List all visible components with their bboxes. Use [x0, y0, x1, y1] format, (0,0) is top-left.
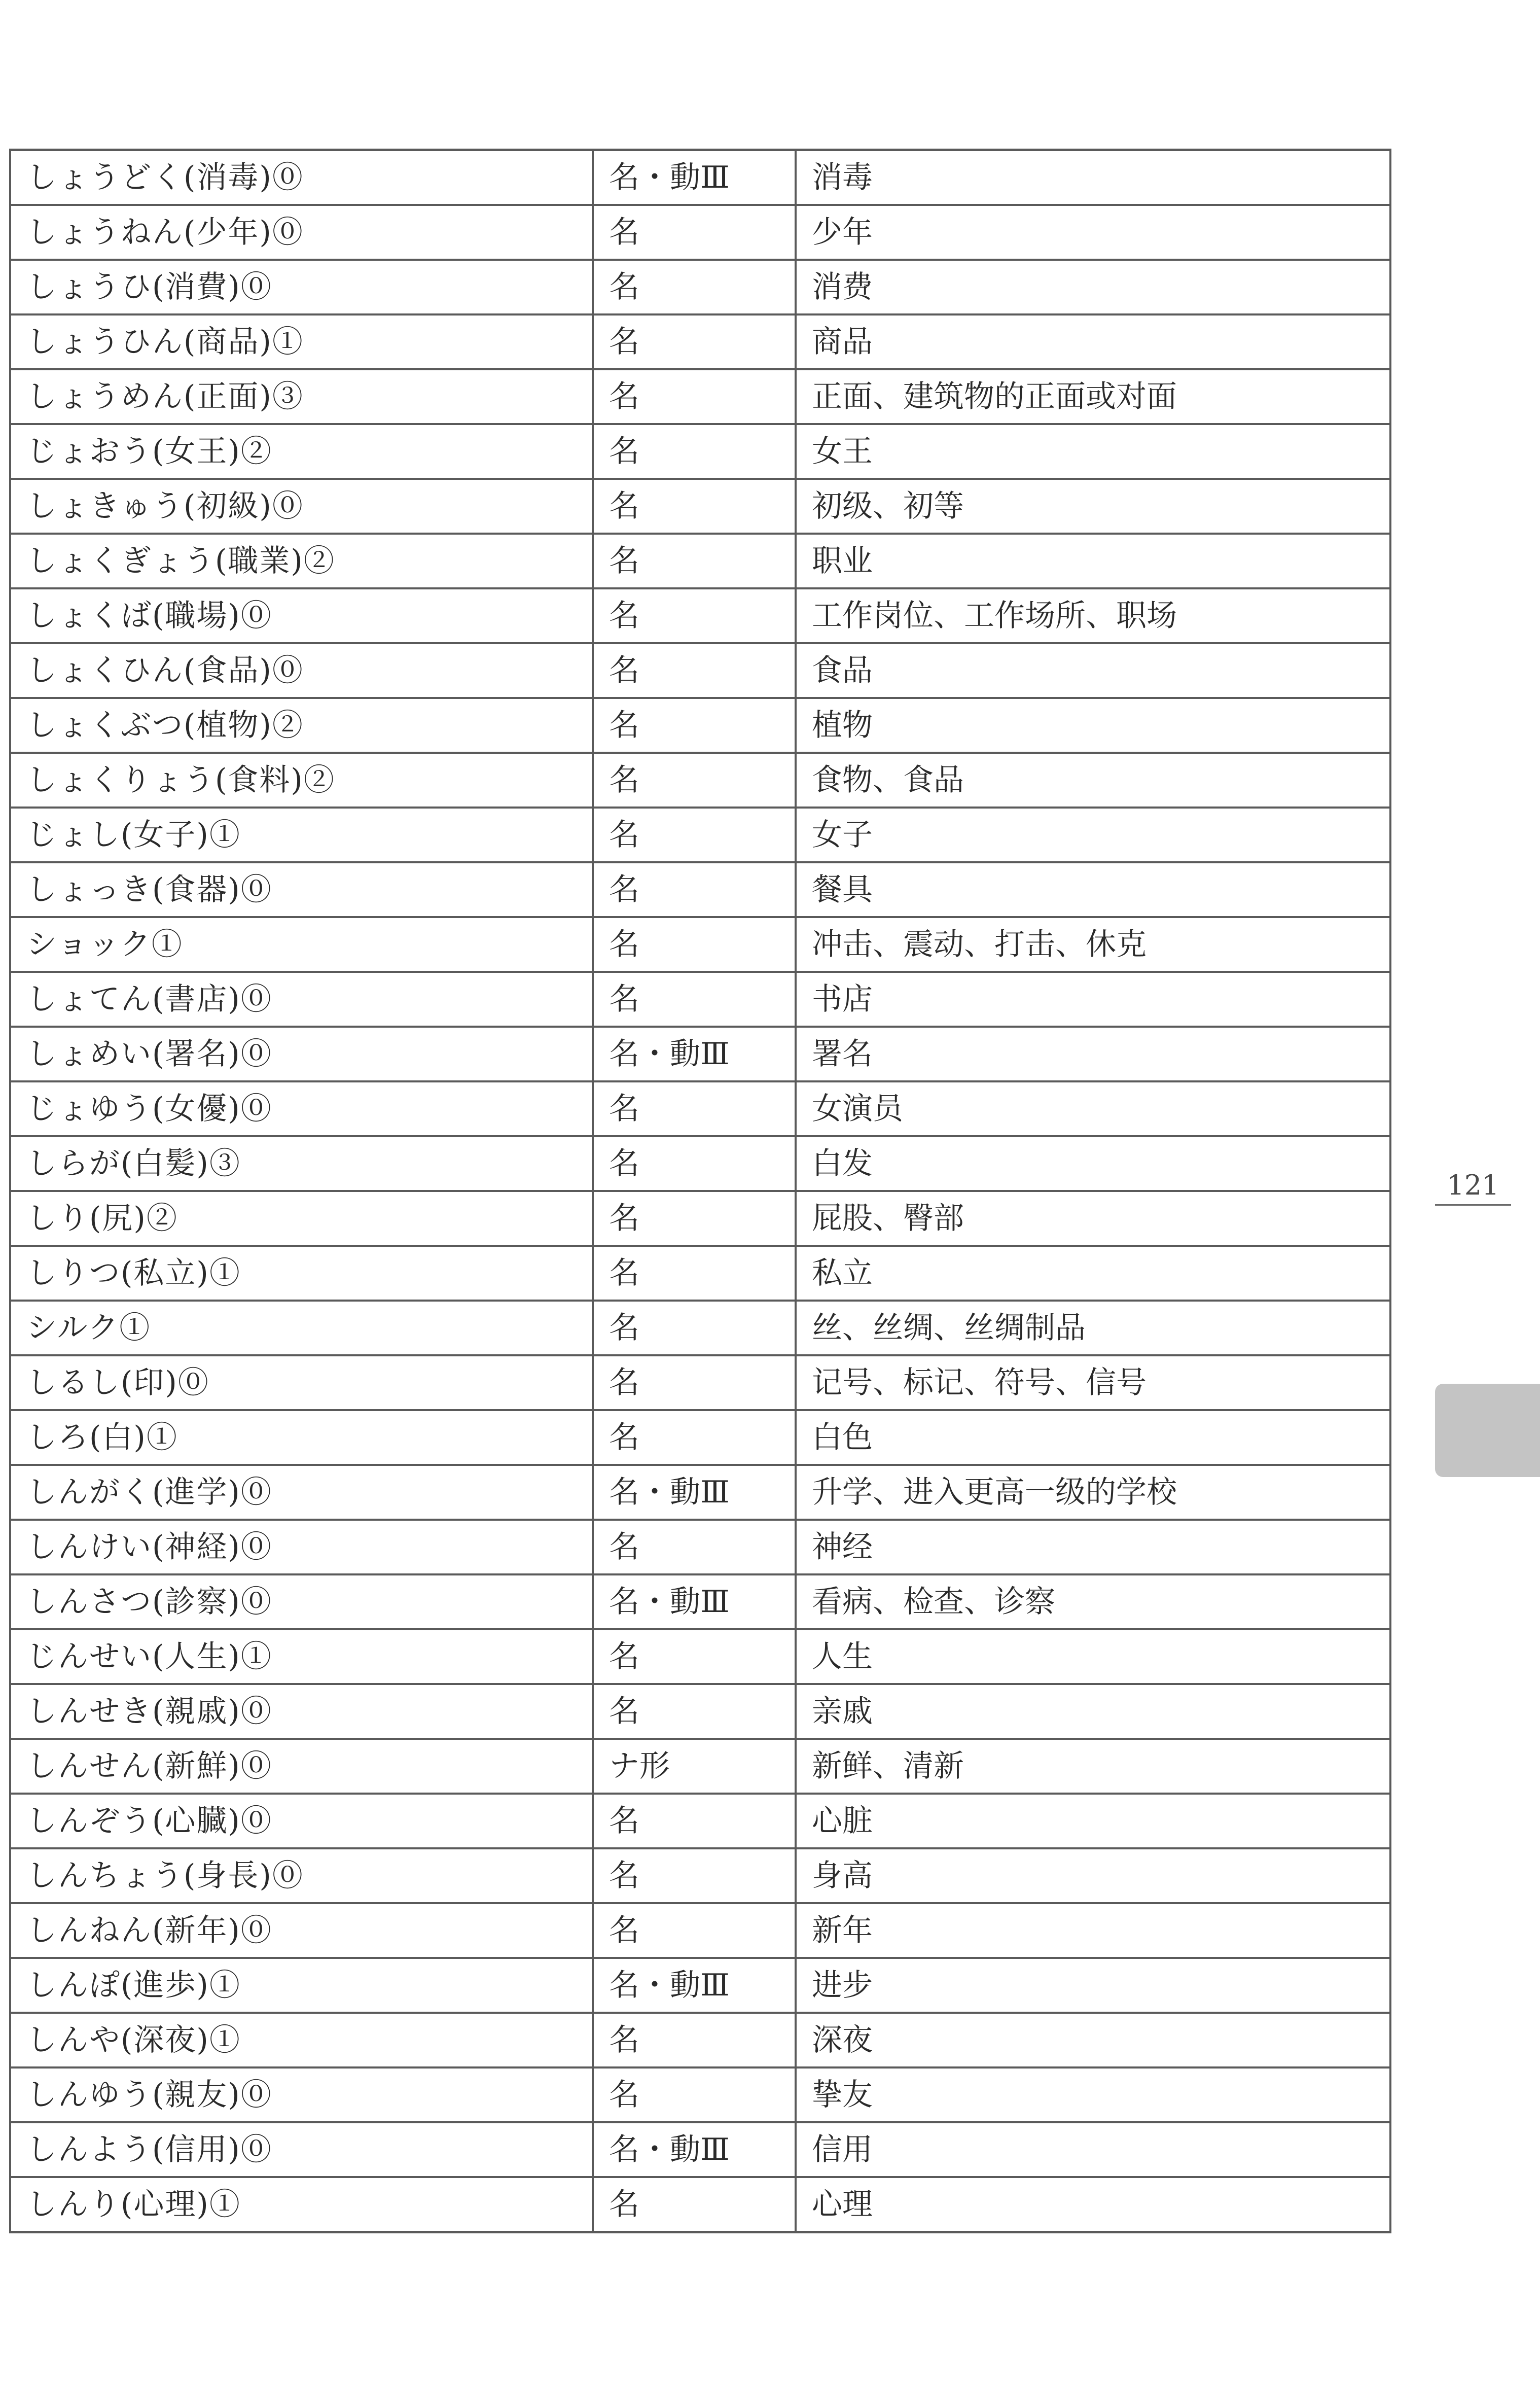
table-row	[10, 1410, 1390, 1465]
table-row	[10, 205, 1390, 260]
chinese-meaning: 亲戚	[796, 1684, 1390, 1739]
chinese-meaning: 署名	[796, 1027, 1390, 1081]
part-of-speech: 名	[593, 1136, 796, 1191]
chinese-meaning: 餐具	[796, 862, 1390, 917]
chinese-meaning: 神经	[796, 1520, 1390, 1574]
table-row	[10, 808, 1390, 862]
table-row	[10, 753, 1390, 808]
vocab-word: しんけい(神経)⓪	[10, 1520, 593, 1574]
vocab-word: しょうひ(消費)⓪	[10, 260, 593, 314]
table-row	[10, 2067, 1390, 2122]
table-row	[10, 1301, 1390, 1355]
table-row	[10, 862, 1390, 917]
chinese-meaning: 白发	[796, 1136, 1390, 1191]
chinese-meaning: 看病、检查、诊察	[796, 1574, 1390, 1629]
table-row	[10, 1191, 1390, 1246]
part-of-speech: 名	[593, 2067, 796, 2122]
vocabulary-table-body	[10, 150, 1390, 2232]
chinese-meaning: 消毒	[796, 150, 1390, 205]
vocab-word: しんせん(新鮮)⓪	[10, 1739, 593, 1794]
part-of-speech: 名	[593, 1081, 796, 1136]
part-of-speech: 名	[593, 2177, 796, 2232]
table-row	[10, 150, 1390, 205]
part-of-speech: 名	[593, 862, 796, 917]
table-row	[10, 1794, 1390, 1848]
part-of-speech: 名	[593, 1410, 796, 1465]
part-of-speech: 名	[593, 424, 796, 479]
table-row	[10, 1520, 1390, 1574]
table-row	[10, 1629, 1390, 1684]
chinese-meaning: 人生	[796, 1629, 1390, 1684]
table-row	[10, 1958, 1390, 2013]
table-row	[10, 1465, 1390, 1520]
vocab-word: しょくひん(食品)⓪	[10, 643, 593, 698]
vocab-word: しろ(白)①	[10, 1410, 593, 1465]
chinese-meaning: 植物	[796, 698, 1390, 753]
chinese-meaning: 正面、建筑物的正面或对面	[796, 369, 1390, 424]
table-row	[10, 2122, 1390, 2177]
table-row	[10, 1684, 1390, 1739]
part-of-speech: 名	[593, 1794, 796, 1848]
table-row	[10, 260, 1390, 314]
part-of-speech: 名	[593, 1246, 796, 1301]
vocab-word: しょうねん(少年)⓪	[10, 205, 593, 260]
section-thumb-tab	[1435, 1384, 1540, 1477]
table-row	[10, 1081, 1390, 1136]
part-of-speech: 名・動Ⅲ	[593, 1465, 796, 1520]
vocab-word: しんねん(新年)⓪	[10, 1903, 593, 1958]
part-of-speech: 名	[593, 205, 796, 260]
chinese-meaning: 白色	[796, 1410, 1390, 1465]
table-row	[10, 1027, 1390, 1081]
vocab-word: しょうどく(消毒)⓪	[10, 150, 593, 205]
table-row	[10, 1355, 1390, 1410]
part-of-speech: 名	[593, 808, 796, 862]
chinese-meaning: 书店	[796, 972, 1390, 1027]
vocab-word: しょくぶつ(植物)②	[10, 698, 593, 753]
part-of-speech: 名	[593, 588, 796, 643]
vocab-word: しょくぎょう(職業)②	[10, 534, 593, 588]
vocab-word: しり(尻)②	[10, 1191, 593, 1246]
part-of-speech: 名	[593, 1301, 796, 1355]
vocab-word: シルク①	[10, 1301, 593, 1355]
part-of-speech: 名・動Ⅲ	[593, 150, 796, 205]
part-of-speech: 名・動Ⅲ	[593, 1574, 796, 1629]
table-row	[10, 972, 1390, 1027]
chinese-meaning: 身高	[796, 1848, 1390, 1903]
chinese-meaning: 职业	[796, 534, 1390, 588]
table-row	[10, 698, 1390, 753]
table-row	[10, 1739, 1390, 1794]
chinese-meaning: 新鲜、清新	[796, 1739, 1390, 1794]
part-of-speech: 名	[593, 314, 796, 369]
part-of-speech: ナ形	[593, 1739, 796, 1794]
part-of-speech: 名	[593, 1848, 796, 1903]
table-row	[10, 2177, 1390, 2232]
part-of-speech: 名	[593, 1191, 796, 1246]
vocab-word: しょうめん(正面)③	[10, 369, 593, 424]
vocab-word: しんがく(進学)⓪	[10, 1465, 593, 1520]
chinese-meaning: 升学、进入更高一级的学校	[796, 1465, 1390, 1520]
chinese-meaning: 新年	[796, 1903, 1390, 1958]
part-of-speech: 名	[593, 972, 796, 1027]
vocab-word: しょてん(書店)⓪	[10, 972, 593, 1027]
chinese-meaning: 食物、食品	[796, 753, 1390, 808]
vocab-word: しょくりょう(食料)②	[10, 753, 593, 808]
part-of-speech: 名・動Ⅲ	[593, 1958, 796, 2013]
chinese-meaning: 少年	[796, 205, 1390, 260]
chinese-meaning: 食品	[796, 643, 1390, 698]
page-number: 121	[1435, 1169, 1511, 1206]
table-row	[10, 314, 1390, 369]
chinese-meaning: 工作岗位、工作场所、职场	[796, 588, 1390, 643]
chinese-meaning: 女演员	[796, 1081, 1390, 1136]
part-of-speech: 名	[593, 753, 796, 808]
vocab-word: じょし(女子)①	[10, 808, 593, 862]
chinese-meaning: 深夜	[796, 2013, 1390, 2067]
chinese-meaning: 进步	[796, 1958, 1390, 2013]
vocab-word: しょくば(職場)⓪	[10, 588, 593, 643]
part-of-speech: 名・動Ⅲ	[593, 1027, 796, 1081]
chinese-meaning: 信用	[796, 2122, 1390, 2177]
table-row	[10, 917, 1390, 972]
part-of-speech: 名	[593, 917, 796, 972]
table-row	[10, 1574, 1390, 1629]
vocab-word: しょっき(食器)⓪	[10, 862, 593, 917]
vocab-word: しんぞう(心臓)⓪	[10, 1794, 593, 1848]
part-of-speech: 名	[593, 643, 796, 698]
part-of-speech: 名	[593, 260, 796, 314]
part-of-speech: 名	[593, 698, 796, 753]
chinese-meaning: 女子	[796, 808, 1390, 862]
vocab-word: じんせい(人生)①	[10, 1629, 593, 1684]
vocab-word: しんぽ(進歩)①	[10, 1958, 593, 2013]
part-of-speech: 名	[593, 2013, 796, 2067]
table-row	[10, 643, 1390, 698]
table-row	[10, 1903, 1390, 1958]
vocab-word: しょきゅう(初級)⓪	[10, 479, 593, 534]
vocab-word: しょめい(署名)⓪	[10, 1027, 593, 1081]
chinese-meaning: 心脏	[796, 1794, 1390, 1848]
chinese-meaning: 记号、标记、符号、信号	[796, 1355, 1390, 1410]
table-row	[10, 1136, 1390, 1191]
vocab-word: じょおう(女王)②	[10, 424, 593, 479]
chinese-meaning: 心理	[796, 2177, 1390, 2232]
table-row	[10, 1848, 1390, 1903]
vocabulary-table	[9, 149, 1391, 2233]
vocab-word: しんゆう(親友)⓪	[10, 2067, 593, 2122]
vocab-word: しりつ(私立)①	[10, 1246, 593, 1301]
vocab-word: しんり(心理)①	[10, 2177, 593, 2232]
vocab-word: しょうひん(商品)①	[10, 314, 593, 369]
table-row	[10, 369, 1390, 424]
chinese-meaning: 挚友	[796, 2067, 1390, 2122]
table-row	[10, 424, 1390, 479]
part-of-speech: 名	[593, 479, 796, 534]
table-row	[10, 2013, 1390, 2067]
table-row	[10, 534, 1390, 588]
chinese-meaning: 商品	[796, 314, 1390, 369]
table-row	[10, 588, 1390, 643]
chinese-meaning: 消费	[796, 260, 1390, 314]
vocab-word: しんや(深夜)①	[10, 2013, 593, 2067]
table-row	[10, 1246, 1390, 1301]
chinese-meaning: 屁股、臀部	[796, 1191, 1390, 1246]
vocab-word: しんさつ(診察)⓪	[10, 1574, 593, 1629]
vocab-word: しんちょう(身長)⓪	[10, 1848, 593, 1903]
vocab-word: しんよう(信用)⓪	[10, 2122, 593, 2177]
part-of-speech: 名	[593, 1520, 796, 1574]
vocab-word: ショック①	[10, 917, 593, 972]
part-of-speech: 名	[593, 369, 796, 424]
part-of-speech: 名	[593, 1684, 796, 1739]
vocab-word: しんせき(親戚)⓪	[10, 1684, 593, 1739]
vocab-word: じょゆう(女優)⓪	[10, 1081, 593, 1136]
chinese-meaning: 初级、初等	[796, 479, 1390, 534]
chinese-meaning: 私立	[796, 1246, 1390, 1301]
vocab-word: しるし(印)⓪	[10, 1355, 593, 1410]
part-of-speech: 名	[593, 1355, 796, 1410]
part-of-speech: 名	[593, 1629, 796, 1684]
chinese-meaning: 冲击、震动、打击、休克	[796, 917, 1390, 972]
part-of-speech: 名	[593, 534, 796, 588]
table-row	[10, 479, 1390, 534]
part-of-speech: 名	[593, 1903, 796, 1958]
part-of-speech: 名・動Ⅲ	[593, 2122, 796, 2177]
chinese-meaning: 女王	[796, 424, 1390, 479]
vocab-word: しらが(白髪)③	[10, 1136, 593, 1191]
chinese-meaning: 丝、丝绸、丝绸制品	[796, 1301, 1390, 1355]
